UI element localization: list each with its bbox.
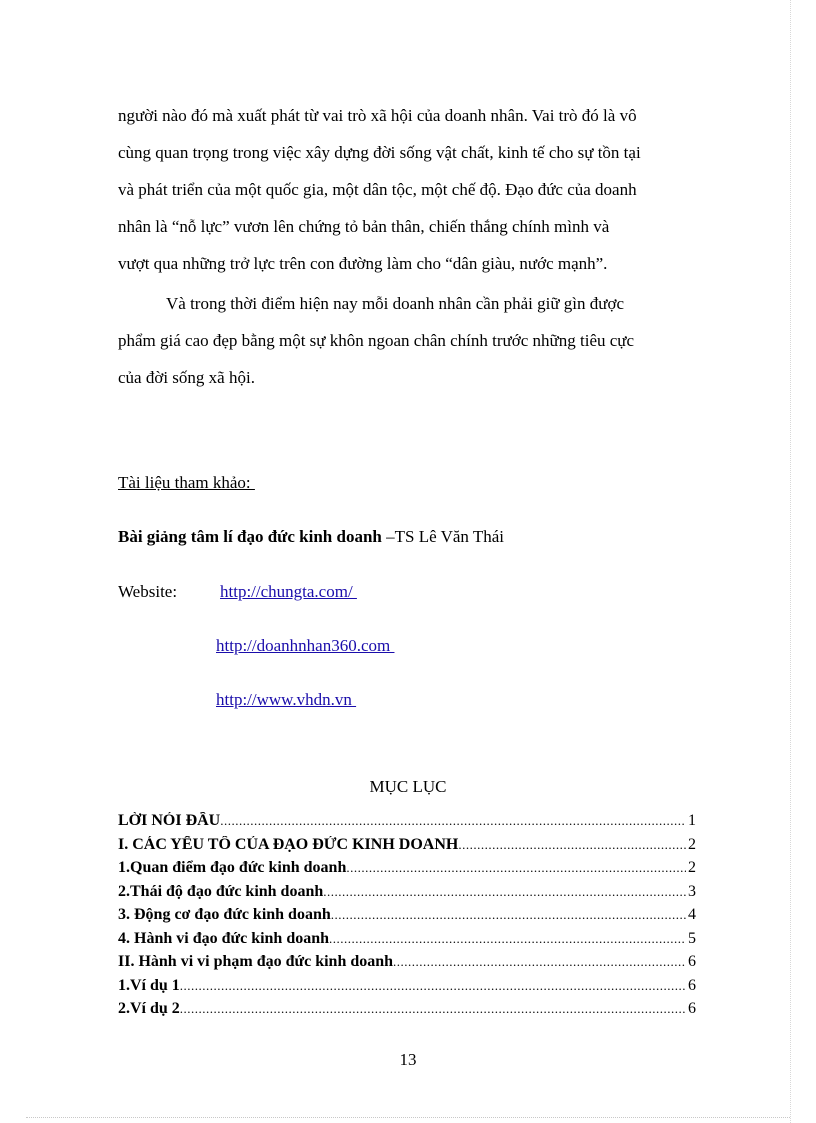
toc-entry-page: 6 [688,976,696,994]
paragraph-line: phẩm giá cao đẹp bằng một sự khôn ngoan chân chính trước những tiêu cực [118,331,635,350]
toc-entry-page: 2 [688,859,696,876]
paragraph-line: và phát triển của một quốc gia, một dân tộc, một chế độ. Đạo đức của doanh [118,180,637,199]
toc-entry-label: I. CÁC YẾU TỐ CỦA ĐẠO ĐỨC KINH DOANH [118,835,459,853]
paragraph-line: của đời sống xã hội. [118,368,255,387]
toc-leader-dots [220,813,686,829]
reference-link-vhdn[interactable]: http://www.vhdn.vn [216,690,357,709]
toc-entry[interactable] [118,836,696,860]
reference-book [118,527,504,547]
reference-link-doanhnhan360[interactable]: http://doanhnhan360.com [216,636,395,655]
toc-entry-page: 2 [688,835,696,853]
toc-entry[interactable] [118,906,696,930]
table-of-contents [118,812,696,1024]
toc-entry-page: 1 [688,812,696,829]
paragraph-line: cùng quan trọng trong việc xây dựng đời sống vật chất, kinh tế cho sự tồn tại [118,143,641,162]
toc-leader-dots [393,954,686,970]
toc-entry[interactable] [118,977,696,1001]
toc-entry-page: 4 [688,906,696,923]
toc-entry[interactable] [118,1000,696,1024]
toc-entry-page: 6 [688,953,696,970]
toc-entry-label: LỜI NÓI ĐẦU [118,812,221,829]
toc-entry-page: 6 [688,1000,696,1017]
paragraph-line: người nào đó mà xuất phát từ vai trò xã hội của doanh nhân. Vai trò đó là vô [118,106,637,125]
toc-entry[interactable] [118,812,696,836]
toc-leader-dots [346,860,686,876]
page-margin-guide [790,0,791,1123]
toc-entry[interactable] [118,953,696,977]
toc-leader-dots [180,978,686,994]
toc-entry-label: 2.Thái độ đạo đức kinh doanh [118,882,324,900]
references-heading: Tài liệu tham khảo: [118,473,255,492]
toc-entry-label: 4. Hành vi đạo đức kinh doanh [118,929,330,947]
toc-entry-label: 3. Động cơ đạo đức kinh doanh [118,906,331,923]
toc-entry-page: 3 [688,882,696,900]
toc-leader-dots [458,837,686,853]
paragraph-conclusion [118,285,698,396]
paragraph-line: nhân là “nỗ lực” vươn lên chứng tỏ bản thân, chiến thắng chính mình và [118,217,610,236]
toc-leader-dots [329,931,686,947]
toc-entry-label: II. Hành vi vi phạm đạo đức kinh doanh [118,953,394,970]
page-number: 13 [399,1050,417,1069]
paragraph-line: vượt qua những trở lực trên con đường làm cho “dân giàu, nước mạnh”. [118,254,608,273]
toc-entry[interactable] [118,930,696,954]
toc-leader-dots [331,907,686,923]
paragraph-role-of-entrepreneur [118,97,698,282]
paragraph-line: Và trong thời điểm hiện nay mỗi doanh nhân cần phải giữ gìn được [166,294,625,313]
website-label: Website: [118,582,178,601]
toc-entry-label: 1.Ví dụ 1 [118,976,180,994]
toc-entry-label: 2.Ví dụ 2 [118,1000,180,1017]
toc-entry[interactable] [118,859,696,883]
toc-entry-label: 1.Quan điểm đạo đức kinh doanh [118,859,347,876]
toc-entry-page: 5 [688,929,696,947]
reference-book-author: –TS Lê Văn Thái [381,527,505,546]
toc-entry[interactable] [118,883,696,907]
reference-book-title: Bài giảng tâm lí đạo đức kinh doanh [118,527,382,546]
toc-title: MỤC LỤC [369,777,447,796]
toc-leader-dots [180,1001,686,1017]
toc-leader-dots [323,884,686,900]
page-margin-guide [26,1117,790,1118]
reference-link-chungta[interactable]: http://chungta.com/ [220,582,357,601]
